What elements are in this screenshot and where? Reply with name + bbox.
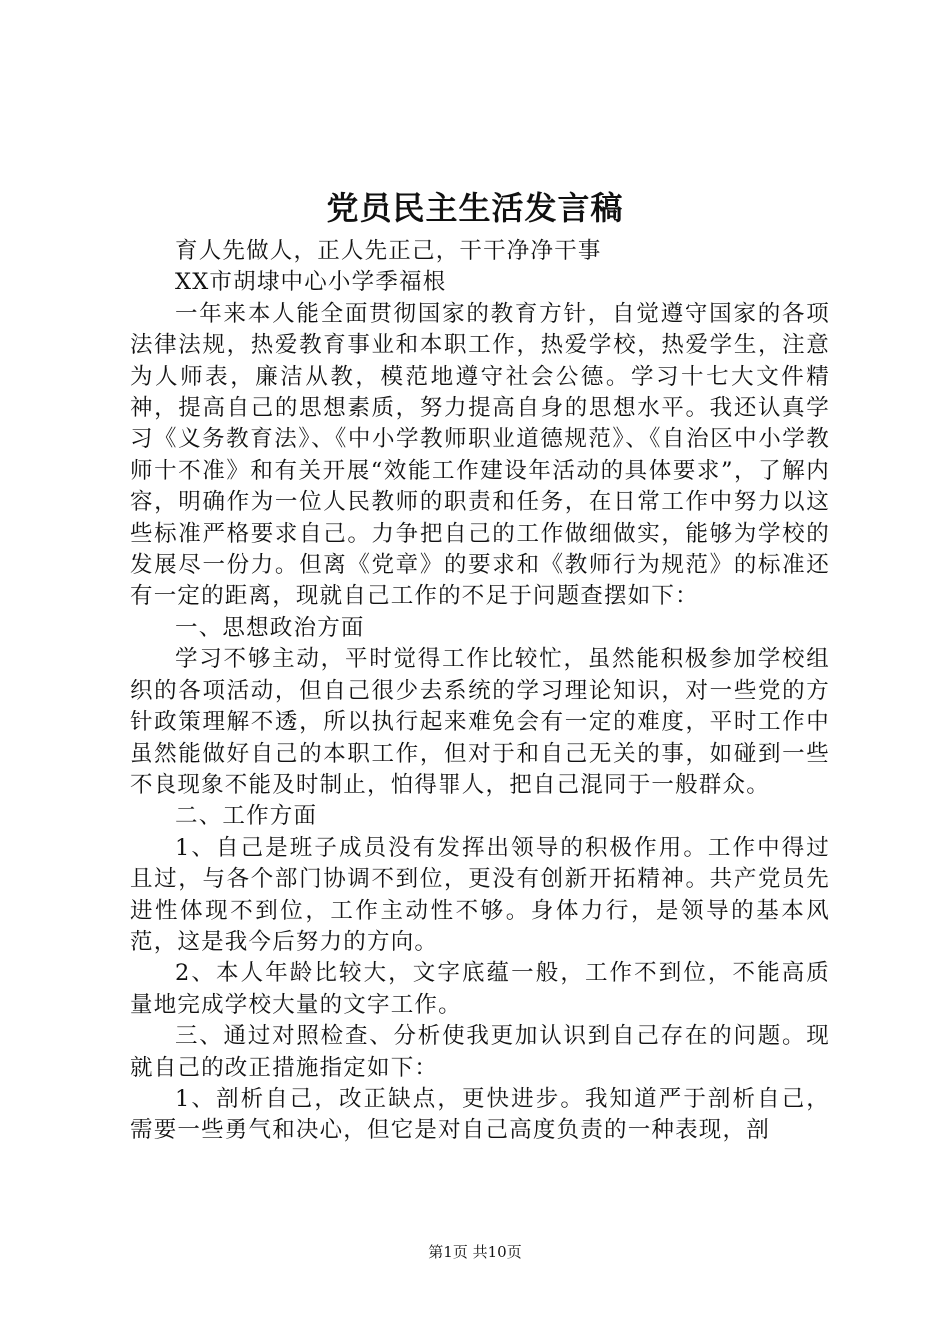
paragraph-work-2: 2、本人年龄比较大，文字底蕴一般，工作不到位，不能高质量地完成学校大量的文字工作。 bbox=[130, 960, 830, 1018]
paragraph-measures-1: 1、剖析自己，改正缺点，更快进步。我知道严于剖析自己，需要一些勇气和决心，但它是对自己高度负责的一种表现，剖 bbox=[130, 1085, 830, 1144]
paragraph-political: 学习不够主动，平时觉得工作比较忙，虽然能积极参加学校组织的各项活动，但自己很少去系统的学习理论知识，对一些党的方针政策理解不透，所以执行起来难免会有一定的难度，平时工作中虽然能做好自己的本职工作，但对于和自己无关的事，如碰到一些不良现象不能及时制止，怕得罪人，把自己混同于一般群众。 bbox=[130, 646, 830, 798]
document-body bbox=[130, 236, 830, 1147]
page-title: 党员民主生活发言稿 bbox=[326, 189, 624, 227]
paragraph-subtitle: 育人先做人，正人先正己，干干净净干事 bbox=[175, 238, 602, 264]
section-heading-political: 一、思想政治方面 bbox=[175, 614, 365, 641]
page-number-footer: 第1页 共10页 bbox=[428, 1243, 522, 1261]
paragraph-work-1: 1、自己是班子成员没有发挥出领导的积极作用。工作中得过且过，与各个部门协调不到位，更没有创新开拓精神。共产党员先进性体现不到位，工作主动性不够。身体力行，是领导的基本风范，这是我今后努力的方向。 bbox=[130, 834, 830, 955]
paragraph-intro: 一年来本人能全面贯彻国家的教育方针，自觉遵守国家的各项法律法规，热爱教育事业和本职工作，热爱学校，热爱学生，注意为人师表，廉洁从教，模范地遵守社会公德。学习十七大文件精神，提高自己的思想素质，努力提高自身的思想水平。我还认真学习《义务教育法》、《中小学教师职业道德规范》、《自治区中小学教师十不准》和有关开展“效能工作建设年活动的具体要求”，了解内容，明确作为一位人民教师的职责和任务，在日常工作中努力以这些标准严格要求自己。力争把自己的工作做细做实，能够为学校的发展尽一份力。但离《党章》的要求和《教师行为规范》的标准还有一定的距离，现就自己工作的不足于问题查摆如下： bbox=[130, 300, 830, 610]
paragraph-author: XX市胡埭中心小学季福根 bbox=[175, 269, 447, 296]
section-heading-measures: 三、通过对照检查、分析使我更加认识到自己存在的问题。现就自己的改正措施指定如下： bbox=[130, 1023, 830, 1081]
section-heading-work: 二、工作方面 bbox=[175, 803, 318, 830]
